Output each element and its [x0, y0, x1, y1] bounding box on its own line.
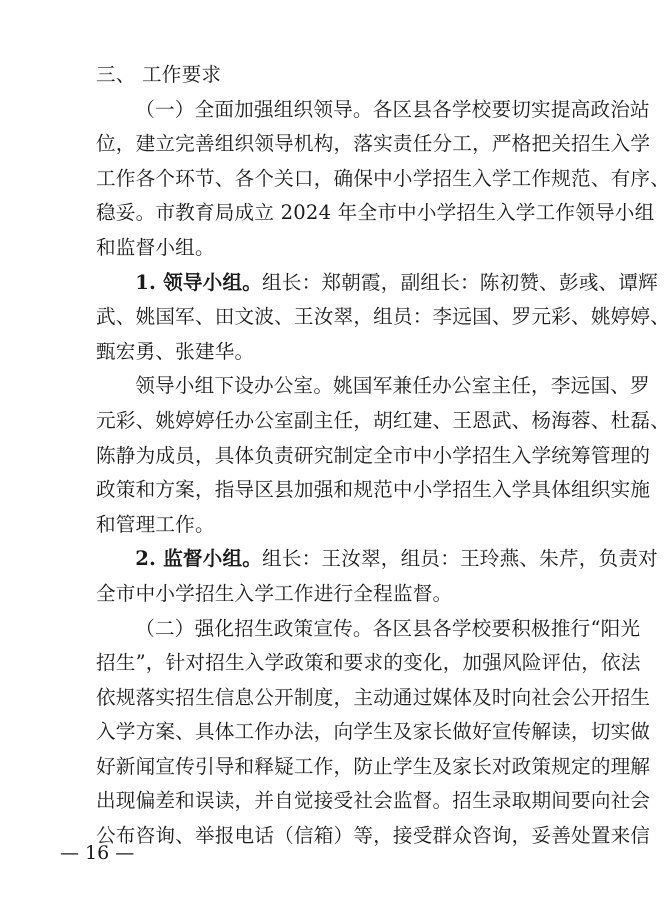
paragraph-line: 出现偏差和误读，并自觉接受社会监督。招生录取期间要向社会 [96, 789, 651, 813]
paragraph-line: 甄宏勇、张建华。 [96, 339, 255, 363]
paragraph-line: （一）全面加强组织领导。各区县各学校要切实提高政治站 [135, 97, 650, 121]
paragraph-line: 稳妥。市教育局成立 2024 年全市中小学招生入学工作领导小组 [96, 201, 655, 225]
leader-group-text: 组长：郑朝霞，副组长：陈初赞、彭彧、谭辉 [262, 270, 658, 294]
section-heading: 三、 工作要求 [96, 63, 222, 86]
paragraph-line: 武、姚国军、田文波、王汝翠，组员：李远国、罗元彩、姚婷婷、 [96, 305, 670, 329]
paragraph-line: 招生”，针对招生入学政策和要求的变化，加强风险评估，依法 [96, 651, 641, 675]
paragraph-line [96, 542, 658, 577]
paragraph-line [96, 266, 658, 301]
paragraph-line: 位，建立完善组织领导机构，落实责任分工，严格把关招生入学 [96, 132, 651, 156]
paragraph-line: 依规落实招生信息公开制度，主动通过媒体及时向社会公开招生 [96, 685, 651, 709]
supervise-group-text: 组长：王汝翠，组员：王玲燕、朱芹，负责对 [262, 547, 658, 571]
paragraph-line: 全市中小学招生入学工作进行全程监督。 [96, 581, 453, 605]
paragraph-line: 公布咨询、举报电话（信箱）等，接受群众咨询，妥善处置来信 [96, 824, 651, 848]
paragraph-line: 和管理工作。 [96, 512, 215, 536]
page-number: — 16 — [60, 842, 135, 864]
paragraph-line: （二）强化招生政策宣传。各区县各学校要积极推行“阳光 [135, 616, 641, 640]
supervise-group-title: 2. 监督小组。 [135, 547, 263, 571]
paragraph-line: 陈静为成员，具体负责研究制定全市中小学招生入学统筹管理的 [96, 443, 651, 467]
leader-group-title: 1. 领导小组。 [135, 270, 263, 294]
paragraph-line: 入学方案、具体工作办法，向学生及家长做好宣传解读，切实做 [96, 720, 651, 744]
paragraph-line: 好新闻宣传引导和释疑工作，防止学生及家长对政策规定的理解 [96, 754, 651, 778]
paragraph-line: 元彩、姚婷婷任办公室副主任，胡红建、王恩武、杨海蓉、杜磊、 [96, 408, 670, 432]
paragraph-line: 工作各个环节、各个关口，确保中小学招生入学工作规范、有序、 [96, 166, 670, 190]
paragraph-line: 和监督小组。 [96, 235, 215, 259]
paragraph-line: 领导小组下设办公室。姚国军兼任办公室主任，李远国、罗 [135, 374, 650, 398]
document-body [96, 58, 670, 854]
paragraph-line: 政策和方案，指导区县加强和规范中小学招生入学具体组织实施 [96, 478, 651, 502]
